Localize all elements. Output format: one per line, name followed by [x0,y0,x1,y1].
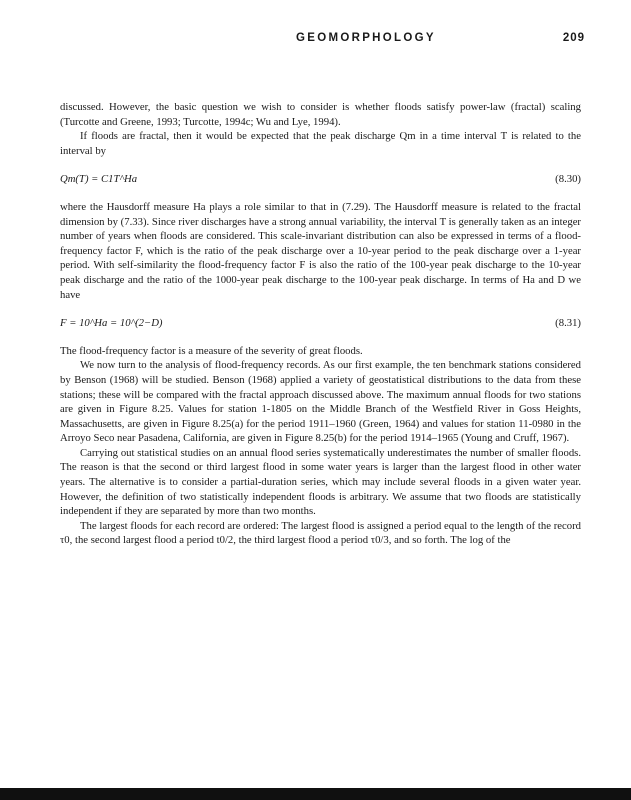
paragraph-1: discussed. However, the basic question we wish to consider is whether floods satisfy power-law (fractal) scaling (Turcotte and Greene, 1993; Turcotte, 1994c; Wu and Lye, 1994). [60,101,581,128]
paragraph-3: where the Hausdorff measure Ha plays a role similar to that in (7.29). The Hausdorff measure is related to the fractal dimension by (7.33). Since river discharges have a strong annual variability, the interval T is generally taken as an integer number of years when floods are considered. This scale-invariant distribution can also be expressed in terms of a flood-frequency factor F, which is the ratio of the peak discharge over a 10-year period to the peak discharge over a 1-year period. With self-similarity the flood-frequency factor F is also the ratio of the 100-year peak discharge to the 10-year peak discharge and the ratio of the 1000-year peak discharge to the 100-year peak discharge. In terms of Ha and D we have [60,200,581,301]
equation-expression: F = 10^Ha = 10^(2−D) [60,317,163,330]
equation-8-30 [60,172,581,187]
running-title: GEOMORPHOLOGY [296,32,436,44]
page-header [0,32,631,48]
paragraph-2: If floods are fractal, then it would be expected that the peak discharge Qm in a time interval T is related to the interval by [60,130,581,157]
bottom-scan-edge [0,788,631,800]
equation-expression: Qm(T) = C1T^Ha [60,173,138,186]
paragraph-5: We now turn to the analysis of flood-frequency records. As our first example, the ten benchmark stations considered by Benson (1968) will be studied. Benson (1968) applied a variety of geostatistical distributions to the data from these stations; these will be compared with the fractal approach discussed above. The maximum annual floods for two stations are given in Figure 8.25. Values for station 1-1805 on the Middle Branch of the Westfield River in Goss Heights, Massachusetts, are given in Figure 8.25(a) for the period 1911–1960 (Green, 1964) and values for station 11-0980 in the Arroyo Seco near Pasadena, California, are given in Figure 8.25(b) for the period 1914–1965 (Young and Cruff, 1967). [60,359,581,445]
paragraph-4: The flood-frequency factor is a measure of the severity of great floods. [60,344,363,357]
page-number: 209 [562,32,585,44]
page-body [60,100,581,548]
equation-number: (8.31) [555,317,581,330]
paragraph-7: The largest floods for each record are ordered: The largest flood is assigned a period equal to the length of the record τ0, the second largest flood a period t0/2, the third largest flood a period τ0/3, and so forth. The log of the [60,519,581,547]
equation-number: (8.30) [555,173,581,186]
equation-8-31 [60,316,581,331]
paragraph-6: Carrying out statistical studies on an annual flood series systematically underestimates the number of smaller floods. The reason is that the second or third largest flood in some water years is larger than the largest flood in other water years. The alternative is to consider a partial-duration series, which may include several floods in a given water year. However, the definition of two statistically independent floods is arbitrary. We assume that two floods are statistically independent if they are separated by more than two months. [60,446,581,518]
